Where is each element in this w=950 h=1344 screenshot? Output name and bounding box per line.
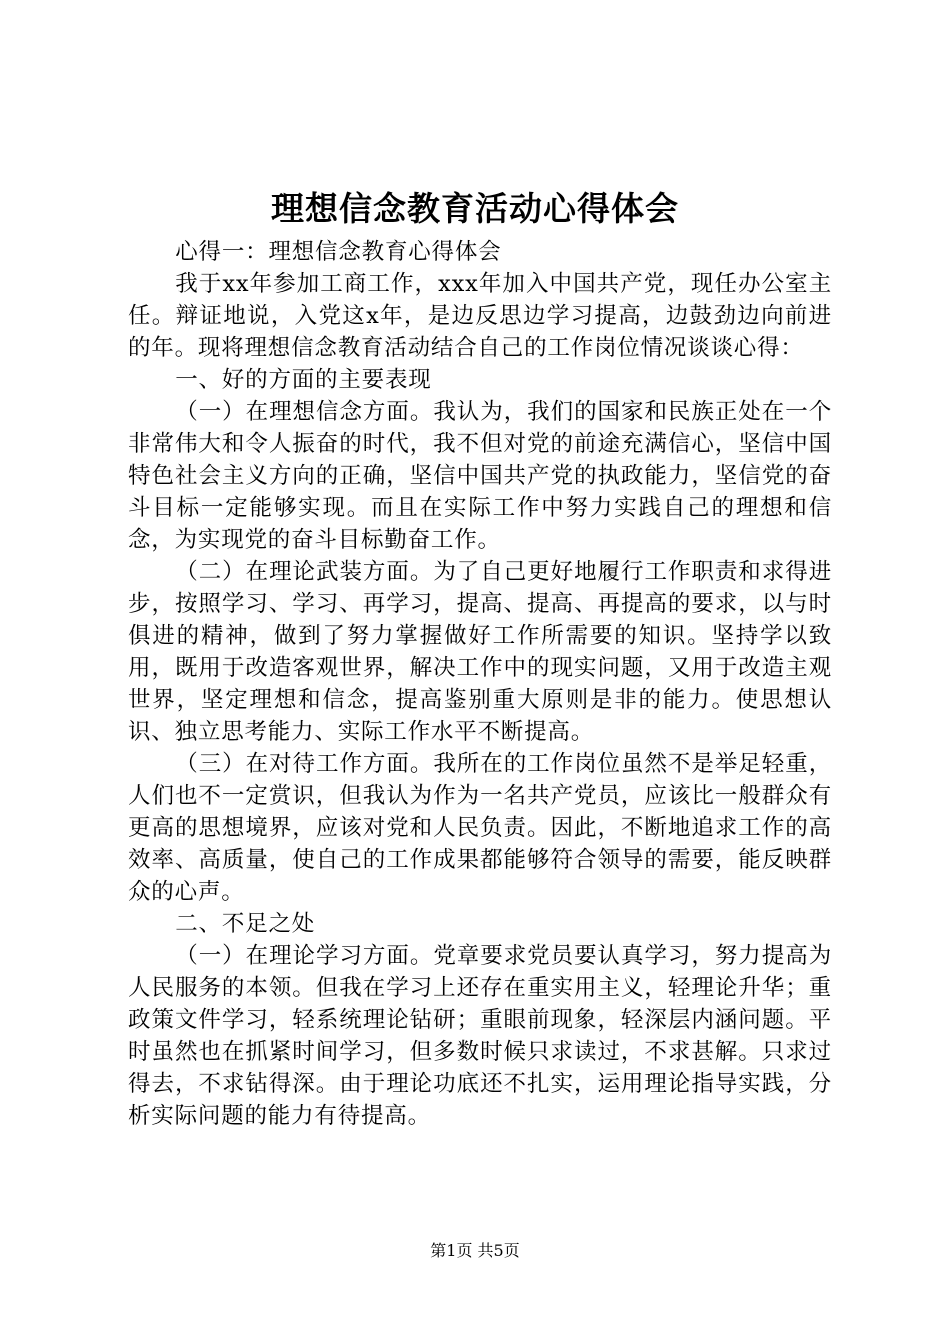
paragraph-study: （一）在理论学习方面。党章要求党员要认真学习，努力提高为人民服务的本领。但我在学习上还存在重实用主义，轻理论升华；重政策文件学习，轻系统理论钻研；重眼前现象，轻深层内涵问题。平时虽然也在抓紧时间学习，但多数时候只求读过，不求甚解。只求过得去，不求钻得深。由于理论功底还不扎实，运用理论指导实践，分析实际问题的能力有待提高。 xyxy=(128,943,832,1129)
document-title: 理想信念教育活动心得体会 xyxy=(271,189,679,228)
section-heading-shortcomings: 二、不足之处 xyxy=(175,911,316,937)
paragraph-intro: 我于xx年参加工商工作，xxx年加入中国共产党，现任办公室主任。辩证地说，入党这x年，是边反思边学习提高，边鼓劲边向前进的年。现将理想信念教育活动结合自己的工作岗位情况谈谈心得： xyxy=(128,271,832,361)
page-number: 第1页 共5页 xyxy=(430,1241,520,1260)
document-body xyxy=(128,236,832,1132)
paragraph-subtitle: 心得一：理想信念教育心得体会 xyxy=(175,239,502,265)
section-heading-strengths: 一、好的方面的主要表现 xyxy=(175,367,432,393)
paragraph-work: （三）在对待工作方面。我所在的工作岗位虽然不是举足轻重，人们也不一定赏识，但我认为作为一名共产党员，应该比一般群众有更高的思想境界，应该对党和人民负责。因此，不断地追求工作的高效率、高质量，使自己的工作成果都能够符合领导的需要，能反映群众的心声。 xyxy=(128,751,832,905)
paragraph-theory: （二）在理论武装方面。为了自己更好地履行工作职责和求得进步，按照学习、学习、再学习，提高、提高、再提高的要求，以与时俱进的精神，做到了努力掌握做好工作所需要的知识。坚持学以致用，既用于改造客观世界，解决工作中的现实问题，又用于改造主观世界，坚定理想和信念，提高鉴别重大原则是非的能力。使思想认识、独立思考能力、实际工作水平不断提高。 xyxy=(128,559,832,745)
paragraph-ideals: （一）在理想信念方面。我认为，我们的国家和民族正处在一个非常伟大和令人振奋的时代，我不但对党的前途充满信心，坚信中国特色社会主义方向的正确，坚信中国共产党的执政能力，坚信党的奋斗目标一定能够实现。而且在实际工作中努力实践自己的理想和信念，为实现党的奋斗目标勤奋工作。 xyxy=(128,399,832,553)
